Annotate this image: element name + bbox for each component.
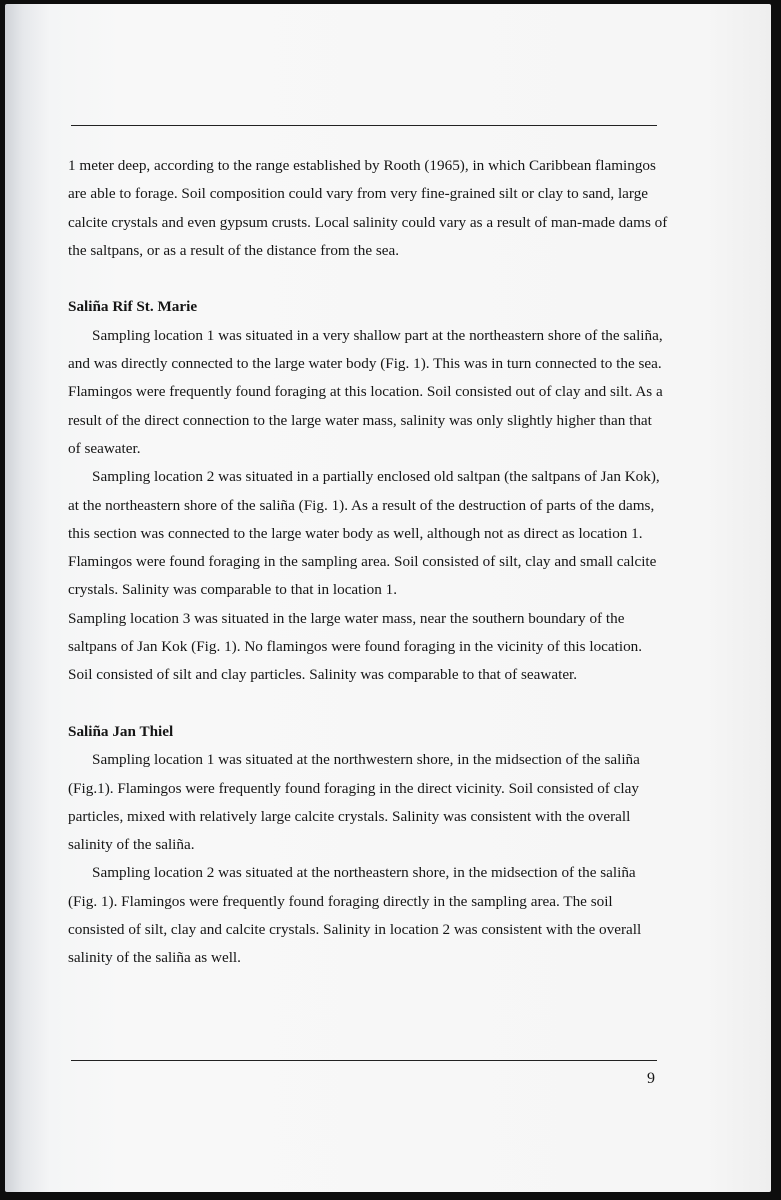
- body-text: [68, 152, 668, 973]
- footer-rule: [71, 1060, 657, 1061]
- section-heading-rif-st-marie: Saliña Rif St. Marie: [68, 298, 198, 316]
- paragraph-jan-thiel-location-2: Sampling location 2 was situated at the northeastern shore, in the midsection of the saliña (Fig. 1). Flamingos were frequently found foraging directly in the sampling area. The soil consisted of silt, clay and calcite crystals. Salinity in location 2 was consistent with the overall salinity of the saliña as well.: [68, 864, 642, 967]
- paragraph-rif-location-3: Sampling location 3 was situated in the large water mass, near the southern boundary of the saltpans of Jan Kok (Fig. 1). No flamingos were found foraging in the vicinity of this location. Soil consisted of silt and clay particles. Salinity was comparable to that of seawater.: [68, 609, 643, 684]
- paragraph-intro: 1 meter deep, according to the range established by Rooth (1965), in which Caribbean flamingos are able to forage. Soil composition could vary from very fine-grained silt or clay to sand, large calcite crystals and even gypsum crusts. Local salinity could vary as a result of man-made dams of the saltpans, or as a result of the distance from the sea.: [68, 157, 668, 259]
- paragraph-jan-thiel-location-1: Sampling location 1 was situated at the northwestern shore, in the midsection of the saliña (Fig.1). Flamingos were frequently found foraging in the direct vicinity. Soil consisted of clay particles, mixed with relatively large calcite crystals. Salinity was consistent with the overall salinity of the saliña.: [68, 751, 640, 854]
- page-sheet: [5, 4, 771, 1192]
- paragraph-rif-location-1: Sampling location 1 was situated in a very shallow part at the northeastern shore of the saliña, and was directly connected to the large water body (Fig. 1). This was in turn connected to the sea. Flamingos were frequently found foraging at this location. Soil consisted out of clay and silt. As a result of the direct connection to the large water mass, salinity was only slightly higher than that of seawater.: [68, 326, 663, 457]
- section-heading-jan-thiel: Saliña Jan Thiel: [68, 722, 174, 740]
- paragraph-rif-location-2: Sampling location 2 was situated in a partially enclosed old saltpan (the saltpans of Jan Kok), at the northeastern shore of the saliña (Fig. 1). As a result of the destruction of parts of the dams, this section was connected to the large water body as well, although not as direct as location 1. Flamingos were found foraging in the sampling area. Soil consisted of silt, clay and small calcite crystals. Salinity was comparable to that in location 1.: [68, 468, 660, 599]
- header-rule: [71, 125, 657, 126]
- page-number: 9: [647, 1070, 655, 1087]
